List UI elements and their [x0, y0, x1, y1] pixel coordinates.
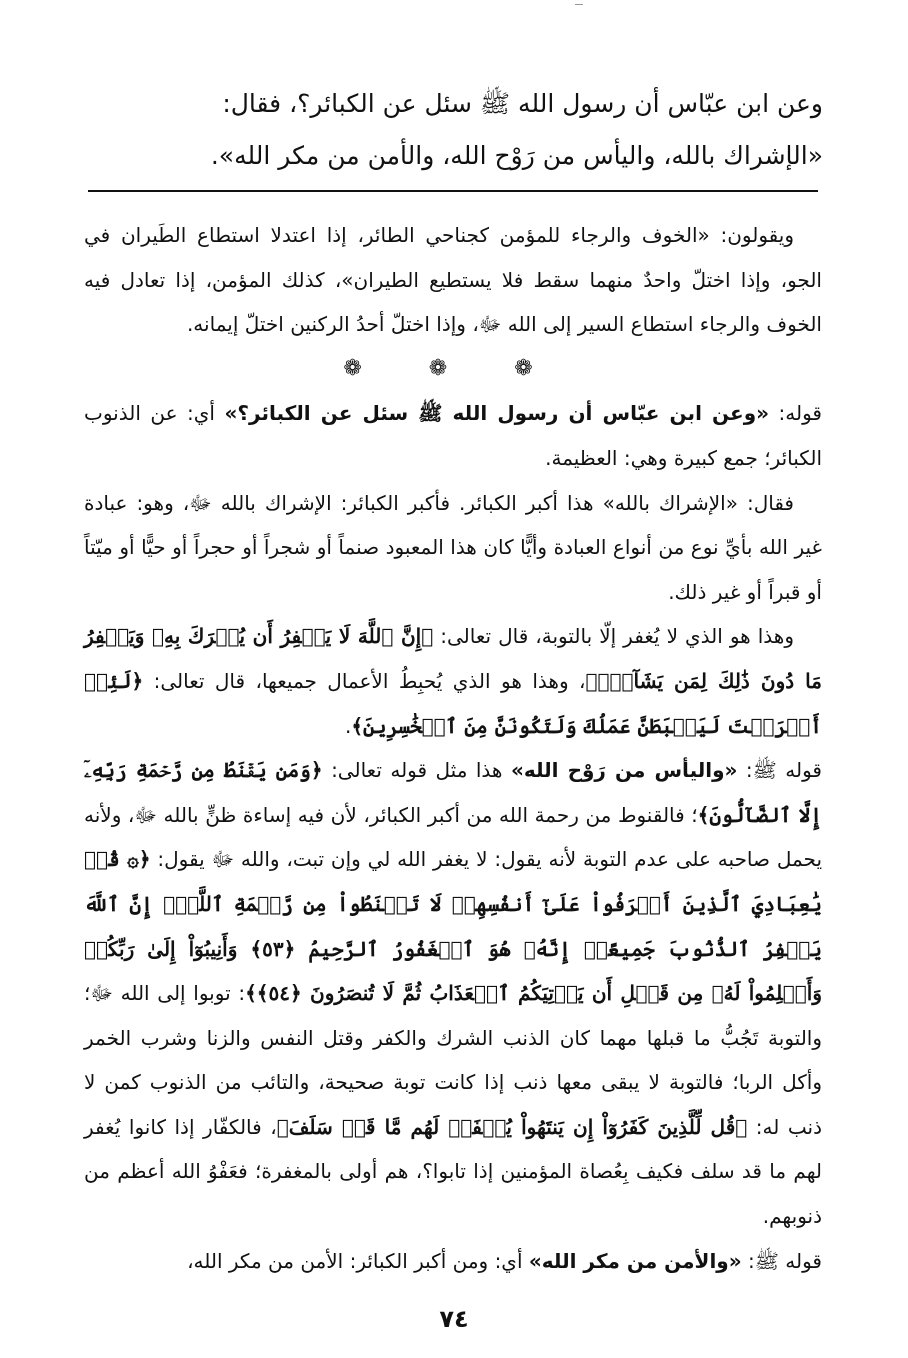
text-run: أي: عن الذنوب الكبائر؛ جمع كبيرة وهي: العظيمة. — [84, 401, 822, 470]
hadith-line-2: «الإشراك بالله، واليأس من رَوْح الله، والأمن من مكر الله». — [210, 141, 823, 170]
bold-quote: «واليأس من رَوْح الله» — [510, 758, 738, 783]
text-run: هذا مثل قوله تعالى: — [322, 758, 511, 783]
commentary-body — [84, 213, 822, 1283]
text-run: أي: ومن أكبر الكبائر: الأمن من مكر الله، — [187, 1248, 529, 1273]
separator-rule — [88, 190, 818, 192]
bold-quote: «والأمن من مكر الله» — [528, 1248, 742, 1273]
hadith-text — [88, 78, 823, 182]
scan-mark — [575, 4, 583, 5]
paragraph-shirk: فقال: «الإشراك بالله» هذا أكبر الكبائر. فأكبر الكبائر: الإشراك بالله ﷻ، وهو: عبادة غير الله بأيِّ نوع من أنواع العبادة وأيًّا كان هذا المعبود صنماً أو شجراً أو حجراً أو حيًّا أو ميّتاً أو قبراً أو غير ذلك. — [84, 490, 822, 604]
text-run: قوله ﷺ: — [737, 758, 822, 783]
paragraph-security-from-plan — [84, 1239, 822, 1284]
section-divider-stars: ❁ ❁ ❁ — [343, 355, 563, 381]
text-run: ؛ فالقنوط من رحمة الله من أكبر الكبائر، لأن فيه إساءة ظنٍّ بالله ﷻ، ولأنه يحمل صاحبه على عدم التوبة لأنه يقول: لا يغفر الله لي وإن تبت، والله ﷻ يقول: — [84, 802, 823, 872]
paragraph-despair — [84, 748, 822, 1239]
bold-quote: «وعن ابن عبّاس أن رسول الله ﷺ سئل عن الكبائر؟» — [224, 401, 770, 426]
hadith-line-1: وعن ابن عبّاس أن رسول الله ﷺ سئل عن الكبائر؟، فقال: — [222, 89, 823, 118]
text-run: . — [344, 713, 352, 738]
quran-verse: ﴿إِنَّ ٱللَّهَ لَا يَغۡفِرُ أَن يُشۡرَكَ بِهِۦ وَيَغۡفِرُ مَا دُونَ ذَٰلِكَ لِمَن يَشَآءُۚ﴾ — [84, 624, 822, 693]
text-run: ، وهذا هو الذي يُحبِطُ الأعمال جميعها، قال تعالى: — [143, 668, 586, 693]
text-run: قوله ﷺ: — [741, 1248, 822, 1273]
quran-verse: ﴿وَمَن يَقۡنَطُ مِن رَّحۡمَةِ رَبِّهِۦٓ إِلَّا ٱلضَّآلُّونَ﴾ — [84, 758, 823, 827]
page-number: ٧٤ — [439, 1305, 469, 1333]
text-run: ، فالكفّار إذا كانوا يُغفر لهم ما قد سلف فكيف بِعُصاة المؤمنين إذا تابوا؟، هم أولى بالمغفرة؛ فعَفْوُ الله أعظم من ذنوبهم. — [84, 1114, 822, 1229]
paragraph-fear-hope: ويقولون: «الخوف والرجاء للمؤمن كجناحي الطائر، إذا اعتدلا استطاع الطَيران في الجو، وإذا اختلّ واحدٌ منهما سقط فلا يستطيع الطيران»، كذلك المؤمن، إذا تعادل فيه الخوف والرجاء استطاع السير إلى الله ﷻ، وإذا اختلّ أحدُ الركنين اختلّ إيمانه. — [84, 223, 822, 337]
paragraph-kabair-definition — [84, 391, 822, 480]
paragraph-forgiveness — [84, 614, 822, 748]
quran-verse: ﴿لَئِنۡ أَشۡرَكۡتَ لَيَحۡبَطَنَّ عَمَلُكَ وَلَتَكُونَنَّ مِنَ ٱلۡخَٰسِرِينَ﴾ — [84, 668, 822, 738]
quran-verse: ﴿قُل لِّلَّذِينَ كَفَرُوٓاْ إِن يَنتَهُواْ يُغۡفَرۡ لَهُم مَّا قَدۡ سَلَفَ﴾ — [276, 1114, 748, 1139]
text-run: قوله: — [769, 401, 822, 426]
quran-verse: ﴿۞ قُلۡ يَٰعِبَادِيَ ٱلَّذِينَ أَسۡرَفُواْ عَلَىٰٓ أَنفُسِهِمۡ لَا تَقۡنَطُواْ مِن رَّحۡمَةِ ٱللَّهِۚ إِنَّ ٱللَّهَ يَغۡفِرُ ٱلذُّنُوبَ جَمِيعًاۚ إِنَّهُۥ هُوَ ٱلۡغَفُورُ ٱلرَّحِيمُ ﴿٥٣﴾ وَأَنِيبُوٓاْ إِلَىٰ رَبِّكُمۡ وَأَسۡلِمُواْ لَهُۥ مِن قَبۡلِ أَن يَأۡتِيَكُمُ ٱلۡعَذَابُ ثُمَّ لَا تُنصَرُونَ ﴿٥٤﴾﴾ — [84, 847, 823, 1006]
text-run: : توبوا إلى الله ﷻ؛ والتوبة تَجُبُّ ما قبلها مهما كان الذنب الشرك والكفر وقتل النفس والزنا وشرب الخمر وأكل الربا؛ فالتوبة لا يبقى معها ذنب إذا كانت توبة صحيحة، والتائب من الذنوب كمن لا ذنب له: — [84, 981, 822, 1139]
text-run: وهذا هو الذي لا يُغفر إلّا بالتوبة، قال تعالى: — [433, 624, 794, 649]
